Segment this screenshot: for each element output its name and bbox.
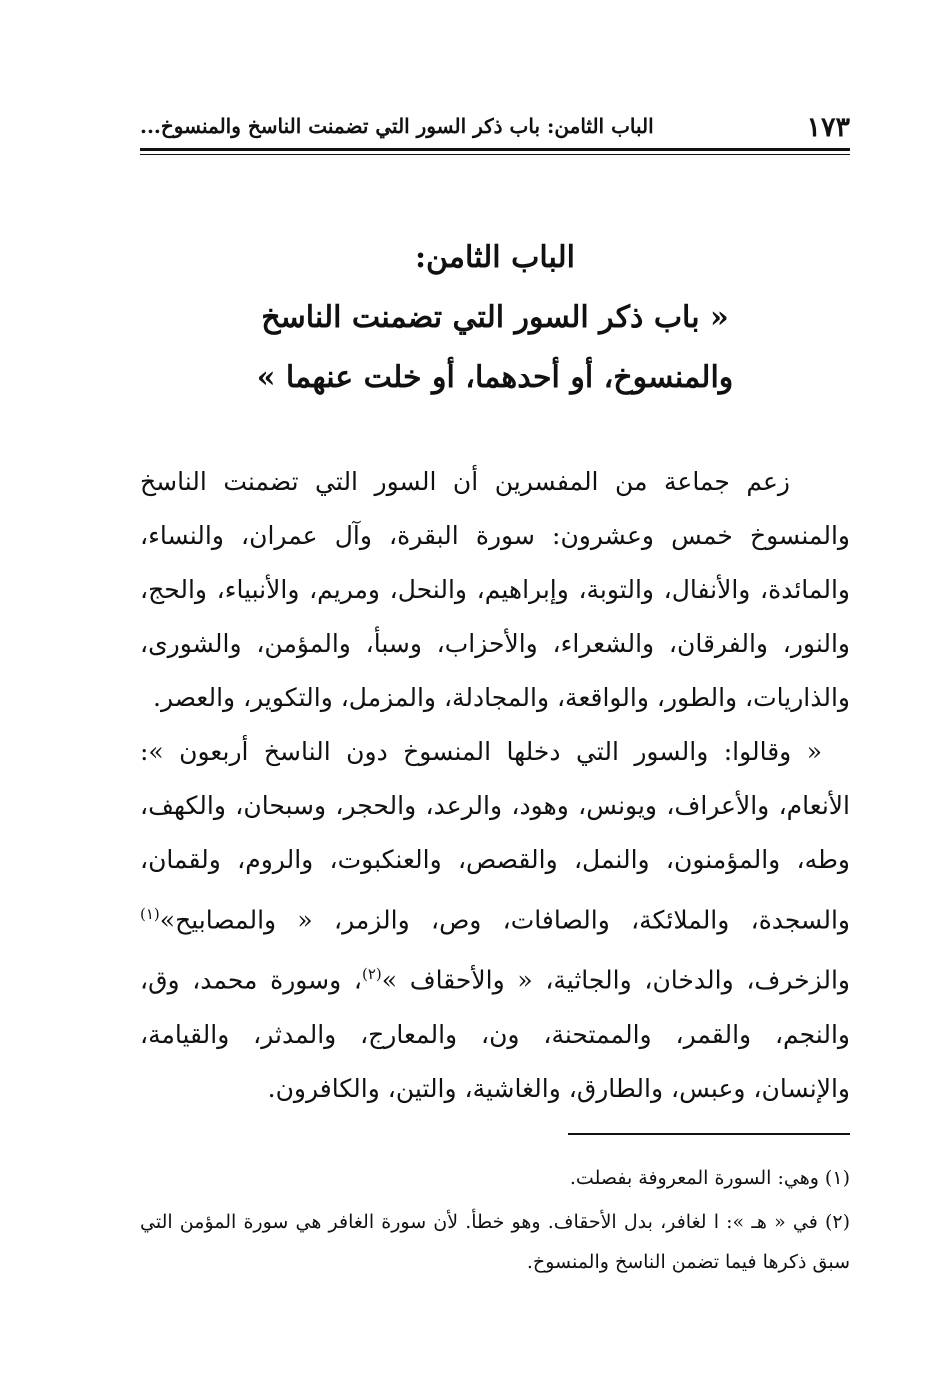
footnote-ref-1[interactable]: (١) <box>140 905 160 923</box>
chapter-title: الباب الثامن: <box>414 240 575 275</box>
paragraph-1: زعم جماعة من المفسرين أن السور التي تضمنت الناسخ والمنسوخ خمس وعشرون: سورة البقرة، وآل عمران، والنساء، والمائدة، والأنفال، والتوبة، وإبراهيم، والنحل، ومريم، والأنبياء، والحج، والنور، والفرقان، والشعراء، والأحزاب، وسبأ، والمؤمن، والشورى، والذاريات، والطور، والواقعة، والمجادلة، والمزمل، والتكوير، والعصر. <box>140 467 850 712</box>
paragraph-2 <box>140 725 850 1116</box>
header-rule-thick <box>140 148 850 151</box>
footnote-1: (١) وهي: السورة المعروفة بفصلت. <box>569 1167 850 1189</box>
chapter-heading <box>140 228 850 408</box>
paragraph-2-part-b: والزخرف، والدخان، والجاثية، « والأحقاف » <box>381 965 850 995</box>
header-rule-thin <box>140 154 850 155</box>
footnote-separator <box>568 1133 850 1135</box>
page-number: ١٧٣ <box>806 112 850 143</box>
body-text <box>140 455 850 1116</box>
paragraph-2-part-a: « وقالوا: والسور التي دخلها المنسوخ دون الناسخ أربعون »: الأنعام، والأعراف، ويونس، وهود، والرعد، والحجر، وسبحان، والكهف، وطه، والمؤمنون، والنمل، والقصص، والعنكبوت، والروم، ولقمان، والسجدة، والملائكة، والصافات، وص، والزمر، « والمصابيح» <box>140 737 850 935</box>
footnote-2: (٢) في « هـ »: ا لغافر، بدل الأحقاف. وهو خطأ. لأن سورة الغافر هي سورة المؤمن التي سبق ذكرها فيما تضمن الناسخ والمنسوخ. <box>140 1211 850 1273</box>
chapter-subtitle-line-2: والمنسوخ، أو أحدهما، أو خلت عنهما » <box>256 360 734 395</box>
footnote-ref-2[interactable]: (٢) <box>361 965 382 984</box>
chapter-subtitle-line-1: « باب ذكر السور التي تضمنت الناسخ <box>261 300 729 335</box>
running-header <box>140 112 850 148</box>
running-title: الباب الثامن: باب ذكر السور التي تضمنت الناسخ والمنسوخ... <box>140 114 654 138</box>
paragraph-2-part-c: ، وسورة محمد، وق، والنجم، والقمر، والممتحنة، ون، والمعارج، والمدثر، والقيامة، والإنسان، وعبس، والطارق، والغاشية، والتين، والكافرون. <box>140 965 850 1103</box>
footnotes <box>140 1158 850 1282</box>
